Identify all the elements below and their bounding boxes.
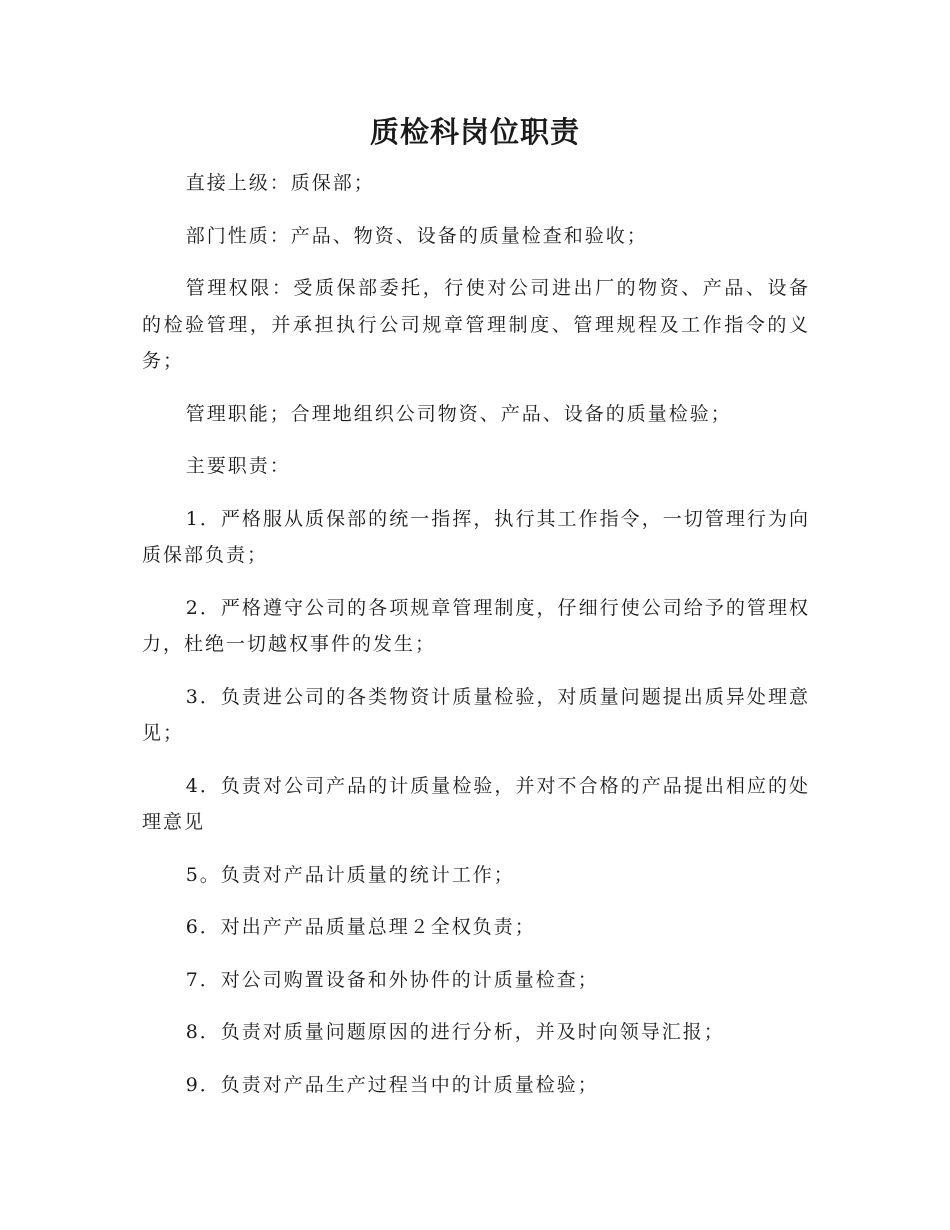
- duty-item-3: 3．负责进公司的各类物资计质量检验，对质量问题提出质异处理意见；: [142, 685, 810, 744]
- duty-item-4: 4．负责对公司产品的计质量检验，并对不合格的产品提出相应的处理意见: [142, 774, 810, 833]
- paragraph-supervisor: 直接上级：质保部；: [185, 172, 375, 194]
- duty-item-1: 1．严格服从质保部的统一指挥，执行其工作指令，一切管理行为向质保部负责；: [142, 507, 810, 566]
- duty-item-8: 8．负责对质量问题原因的进行分析，并及时向领导汇报；: [185, 1021, 725, 1043]
- duty-item-5: 5。负责对产品计质量的统计工作；: [185, 863, 515, 886]
- paragraph-main-duties-heading: 主要职责：: [185, 455, 291, 477]
- paragraph-function: 管理职能；合理地组织公司物资、产品、设备的质量检验；: [185, 402, 732, 425]
- duty-item-6: 6．对出产产品质量总理２全权负责；: [185, 916, 536, 938]
- duty-item-7: 7．对公司购置设备和外协件的计质量检查；: [185, 968, 599, 991]
- document-body: [142, 165, 810, 1119]
- duty-item-9: 9．负责对产品生产过程当中的计质量检验；: [185, 1073, 599, 1096]
- duty-item-2: 2．严格遵守公司的各项规章管理制度，仔细行使公司给予的管理权力，杜绝一切越权事件的发生；: [142, 596, 810, 655]
- page-title: 质检科岗位职责: [369, 115, 580, 149]
- paragraph-authority: 管理权限：受质保部委托，行使对公司进出厂的物资、产品、设备的检验管理，并承担执行公司规章管理制度、管理规程及工作指令的义务；: [142, 277, 810, 372]
- paragraph-department-nature: 部门性质：产品、物资、设备的质量检查和验收；: [185, 224, 648, 247]
